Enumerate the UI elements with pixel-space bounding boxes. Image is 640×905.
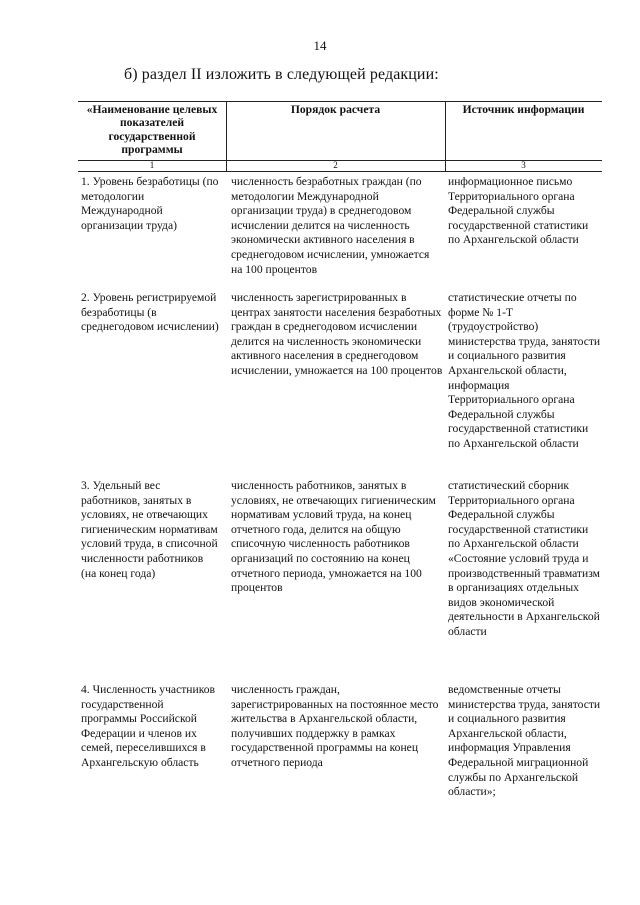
information-source: статистический сборник Территориального органа Федеральной службы государственной статистики по Архангельской области «Состояние условий труда и производственный травматизм в организациях отдельных видов экономической деятельности в Архангельской области <box>448 479 600 638</box>
column-number: 1 <box>149 160 155 170</box>
indicator-name: 2. Уровень регистрируемой безработицы (в среднегодовом исчислении) <box>81 291 219 334</box>
information-source: ведомственные отчеты министерства труда, занятости и социального развития Архангельской области, информация Управления Федеральной миграционной службы по Архангельской области»; <box>448 683 601 799</box>
calculation-method: численность зарегистрированных в центрах занятости населения безработных граждан в среднегодовом исчислении делится на численность экономически активного населения в среднегодовом исчислении, умножается на 100 процентов <box>231 291 443 377</box>
header-method: Порядок расчета <box>290 103 381 116</box>
calculation-method: численность работников, занятых в условиях, не отвечающих гигиеническим нормативам условий труда, на конец отчетного года, делится на общую списочную численность работников организаций по состоянию на конец отчетного периода, умножается на 100 процентов <box>231 479 436 595</box>
calculation-method: численность безработных граждан (по методологии Международной организации труда) в среднегодовом исчислении делится на численность экономически активного населения в среднегодовом исчислении, умножается на 100 процентов <box>231 175 430 276</box>
column-number: 2 <box>333 160 338 170</box>
indicator-name: 1. Уровень безработицы (по методологии Международной организации труда) <box>81 175 219 232</box>
header-source: Источник информации <box>462 103 585 116</box>
header-name: «Наименование целевых показателей государственной программы <box>86 103 218 157</box>
information-source: информационное письмо Территориального органа Федеральной службы государственной статистики по Архангельской области <box>448 175 589 247</box>
intro-line: б) раздел II изложить в следующей редакции: <box>124 66 439 83</box>
column-number-row <box>78 160 602 171</box>
calculation-method: численность граждан, зарегистрированных на постоянное место жительства в Архангельской области, получивших поддержку в рамках государственной программы на конец отчетного периода <box>231 683 439 769</box>
indicator-name: 3. Удельный вес работников, занятых в условиях, не отвечающих гигиеническим нормативам условий труда, в списочной численности работников (на конец года) <box>81 479 218 580</box>
page-number: 14 <box>313 38 327 53</box>
number-row-rule <box>78 171 602 172</box>
information-source: статистические отчеты по форме № 1-Т (трудоустройство) министерства труда, занятости и социального развития Архангельской области, информация Территориального органа Федеральной службы государственной статистики по Архангельской области <box>448 291 601 450</box>
column-number: 3 <box>521 160 526 170</box>
indicator-name: 4. Численность участников государственной программы Российской Федерации и членов их семей, переселившихся в Архангельскую область <box>81 683 216 769</box>
table-header <box>78 101 602 160</box>
